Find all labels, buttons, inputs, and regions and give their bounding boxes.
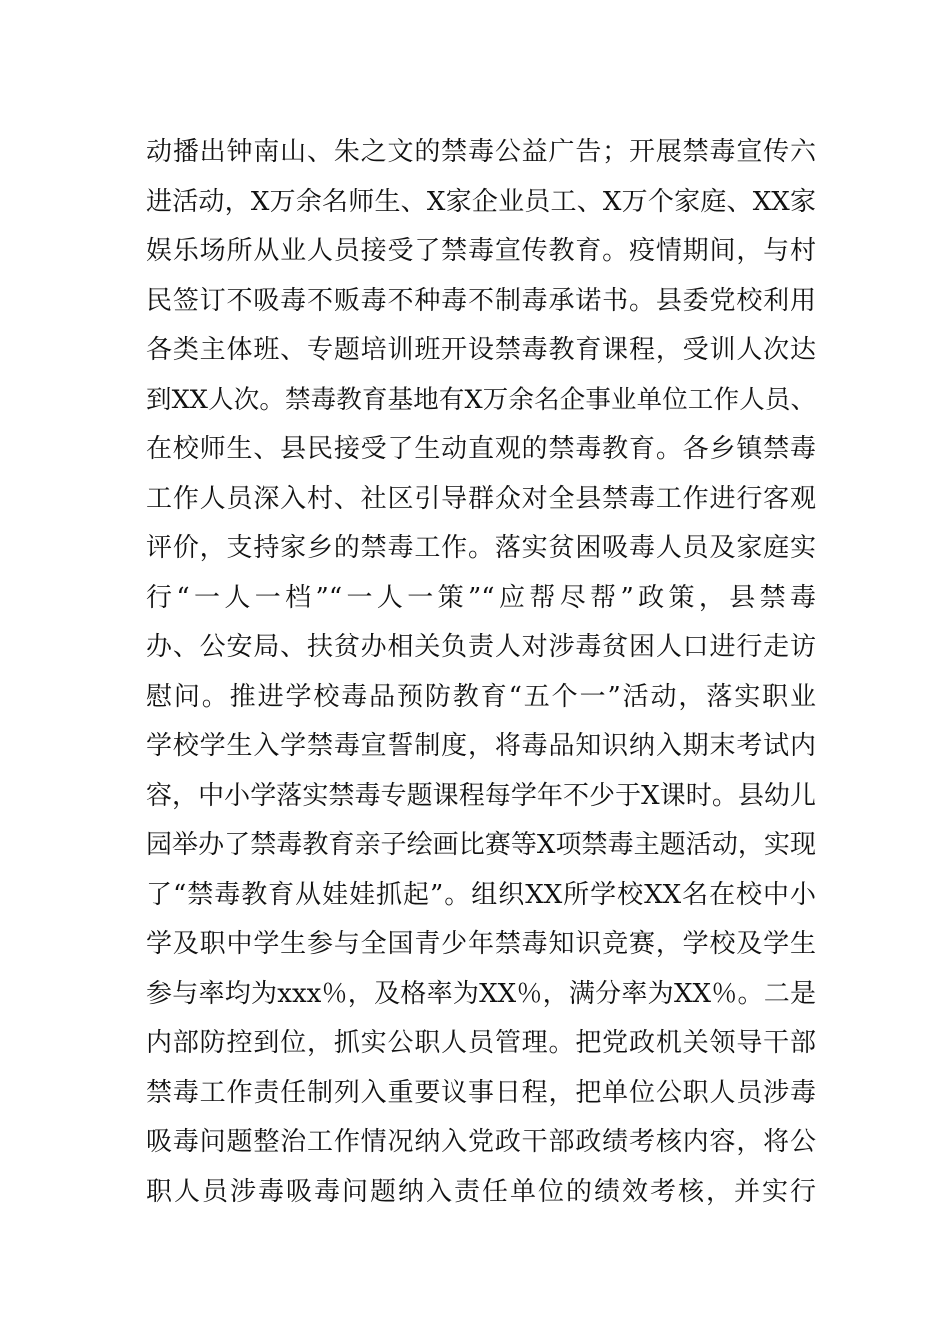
text-line: 职人员涉毒吸毒问题纳入责任单位的绩效考核，并实行 [146, 1176, 816, 1207]
text-line: 娱乐场所从业人员接受了禁毒宣传教育。疫情期间，与村 [146, 236, 816, 266]
text-line: 了“禁毒教育从娃娃抓起”。组织XX所学校XX名在校中小 [146, 879, 816, 910]
text-line: 动播出钟南山、朱之文的禁毒公益广告；开展禁毒宣传六 [146, 137, 816, 167]
text-line: 参与率均为xxx％，及格率为XX％，满分率为XX％。二是 [146, 978, 816, 1009]
text-line: 慰问。推进学校毒品预防教育“五个一”活动，落实职业 [146, 681, 816, 712]
text-line: 行“一人一档”“一人一策”“应帮尽帮”政策，县禁毒 [146, 582, 816, 613]
text-line: 工作人员深入村、社区引导群众对全县禁毒工作进行客观 [146, 483, 816, 514]
text-line: 容，中小学落实禁毒专题课程每学年不少于X课时。县幼儿 [146, 780, 816, 811]
text-line: 各类主体班、专题培训班开设禁毒教育课程，受训人次达 [146, 335, 816, 365]
body-text [146, 128, 816, 1217]
text-line: 学校学生入学禁毒宣誓制度，将毒品知识纳入期末考试内 [146, 731, 816, 761]
text-line: 到XX人次。禁毒教育基地有X万余名企事业单位工作人员、 [146, 384, 816, 415]
text-line: 内部防控到位，抓实公职人员管理。把党政机关领导干部 [146, 1028, 816, 1058]
text-line: 评价，支持家乡的禁毒工作。落实贫困吸毒人员及家庭实 [146, 533, 816, 563]
text-line: 园举办了禁毒教育亲子绘画比赛等X项禁毒主题活动，实现 [146, 830, 816, 860]
text-line: 禁毒工作责任制列入重要议事日程，把单位公职人员涉毒 [146, 1077, 816, 1108]
text-line: 民签订不吸毒不贩毒不种毒不制毒承诺书。县委党校利用 [146, 285, 816, 316]
text-line: 进活动，X万余名师生、X家企业员工、X万个家庭、XX家 [146, 186, 816, 217]
text-line: 办、公安局、扶贫办相关负责人对涉毒贫困人口进行走访 [146, 632, 816, 662]
text-line: 吸毒问题整治工作情况纳入党政干部政绩考核内容，将公 [146, 1127, 816, 1157]
text-line: 学及职中学生参与全国青少年禁毒知识竞赛，学校及学生 [146, 929, 816, 959]
text-line: 在校师生、县民接受了生动直观的禁毒教育。各乡镇禁毒 [146, 434, 816, 464]
